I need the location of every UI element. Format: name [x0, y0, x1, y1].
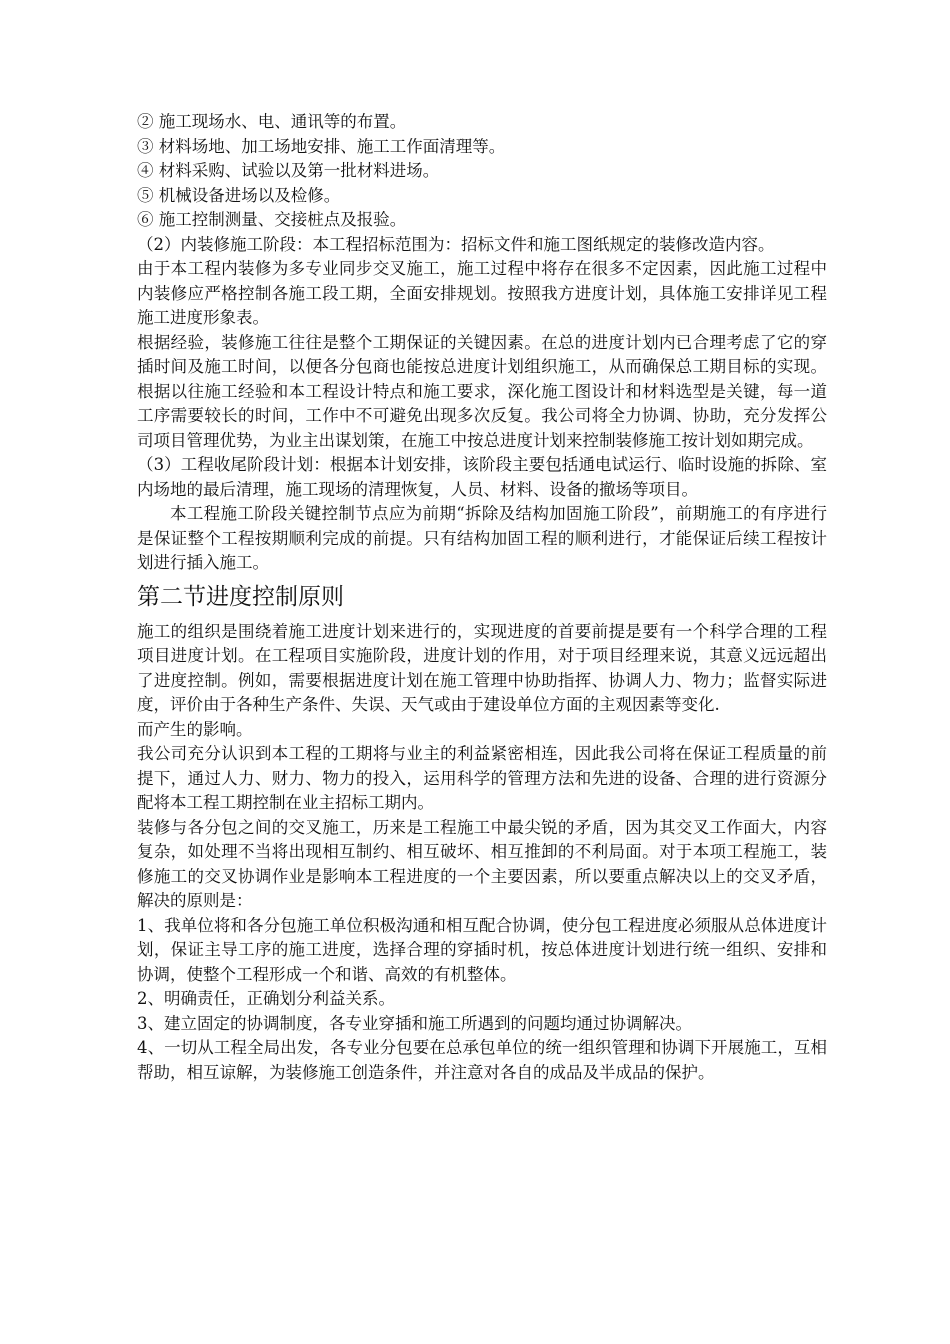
principle-item-3: 3、建立固定的协调制度，各专业穿插和施工所遇到的问题均通过协调解决。 [137, 1013, 692, 1033]
section-heading: 第二节进度控制原则 [137, 583, 344, 610]
paragraph-crossover-conflict: 装修与各分包之间的交叉施工，历来是工程施工中最尖锐的矛盾，因为其交叉工作面大，内容复杂，如处理不当将出现相互制约、相互破坏、相互推卸的不利局面。对于本项工程施工，装修施工的交叉协调作业是影响本工程进度的一个主要因素，所以要重点解决以上的交叉矛盾，解决的原则是： [137, 817, 827, 910]
paragraph-interior-stage: （2）内装修施工阶段：本工程招标范围为：招标文件和施工图纸规定的装修改造内容。 [137, 234, 775, 254]
principle-item-2: 2、明确责任，正确划分利益关系。 [137, 989, 395, 1008]
list-item-machinery: ⑤ 机械设备进场以及检修。 [137, 185, 341, 205]
list-item-material-procurement: ④ 材料采购、试验以及第一批材料进场。 [137, 161, 440, 180]
list-item-survey: ⑥ 施工控制测量、交接桩点及报验。 [137, 210, 407, 229]
paragraph-closing-stage: （3）工程收尾阶段计划：根据本计划安排，该阶段主要包括通电试运行、临时设施的拆除、室内场地的最后清理，施工现场的清理恢复，人员、材料、设备的撤场等项目。 [137, 455, 827, 499]
paragraph-interior-crossover: 由于本工程内装修为多专业同步交叉施工，施工过程中将存在很多不定因素，因此施工过程中内装修应严格控制各施工段工期，全面安排规划。按照我方进度计划，具体施工安排详见工程施工进度形象表。 [137, 259, 827, 327]
document-page [137, 110, 827, 1085]
paragraph-experience: 根据经验，装修施工往往是整个工期保证的关键因素。在总的进度计划内已合理考虑了它的穿插时间及施工时间，以便各分包商也能按总进度计划组织施工，从而确保总工期目标的实现。根据以往施工经验和本工程设计特点和施工要求，深化施工图设计和材料选型是关键，每一道工序需要较长的时间，工作中不可避免出现多次反复。我公司将全力协调、协助，充分发挥公司项目管理优势，为业主出谋划策，在施工中按总进度计划来控制装修施工按计划如期完成。 [137, 332, 827, 450]
list-item-site-utilities: ② 施工现场水、电、通讯等的布置。 [137, 112, 407, 131]
paragraph-organization: 施工的组织是围绕着施工进度计划来进行的，实现进度的首要前提是要有一个科学合理的工程项目进度计划。在工程项目实施阶段，进度计划的作用，对于项目经理来说，其意义远远超出了进度控制。例如，需要根据进度计划在施工管理中协助指挥、协调人力、物力；监督实际进度，评价由于各种生产条件、失误、天气或由于建设单位方面的主观因素等变化. [137, 621, 827, 714]
paragraph-influence: 而产生的影响。 [137, 719, 253, 739]
paragraph-key-nodes: 本工程施工阶段关键控制节点应为前期“拆除及结构加固施工阶段”，前期施工的有序进行是保证整个工程按期顺利完成的前提。只有结构加固工程的顺利进行，才能保证后续工程按计划进行插入施工。 [137, 504, 827, 572]
paragraph-commitment: 我公司充分认识到本工程的工期将与业主的利益紧密相连，因此我公司将在保证工程质量的前提下，通过人力、财力、物力的投入，运用科学的管理方法和先进的设备、合理的进行资源分配将本工程工期控制在业主招标工期内。 [137, 744, 827, 812]
principle-item-4: 4、一切从工程全局出发，各专业分包要在总承包单位的统一组织管理和协调下开展施工，互相帮助，相互谅解，为装修施工创造条件，并注意对各自的成品及半成品的保护。 [137, 1038, 827, 1082]
principle-item-1: 1、我单位将和各分包施工单位积极沟通和相互配合协调，使分包工程进度必须服从总体进度计划，保证主导工序的施工进度，选择合理的穿插时机，按总体进度计划进行统一组织、安排和协调，使整个工程形成一个和谐、高效的有机整体。 [137, 915, 827, 984]
list-item-material-yard: ③ 材料场地、加工场地安排、施工工作面清理等。 [137, 136, 506, 156]
